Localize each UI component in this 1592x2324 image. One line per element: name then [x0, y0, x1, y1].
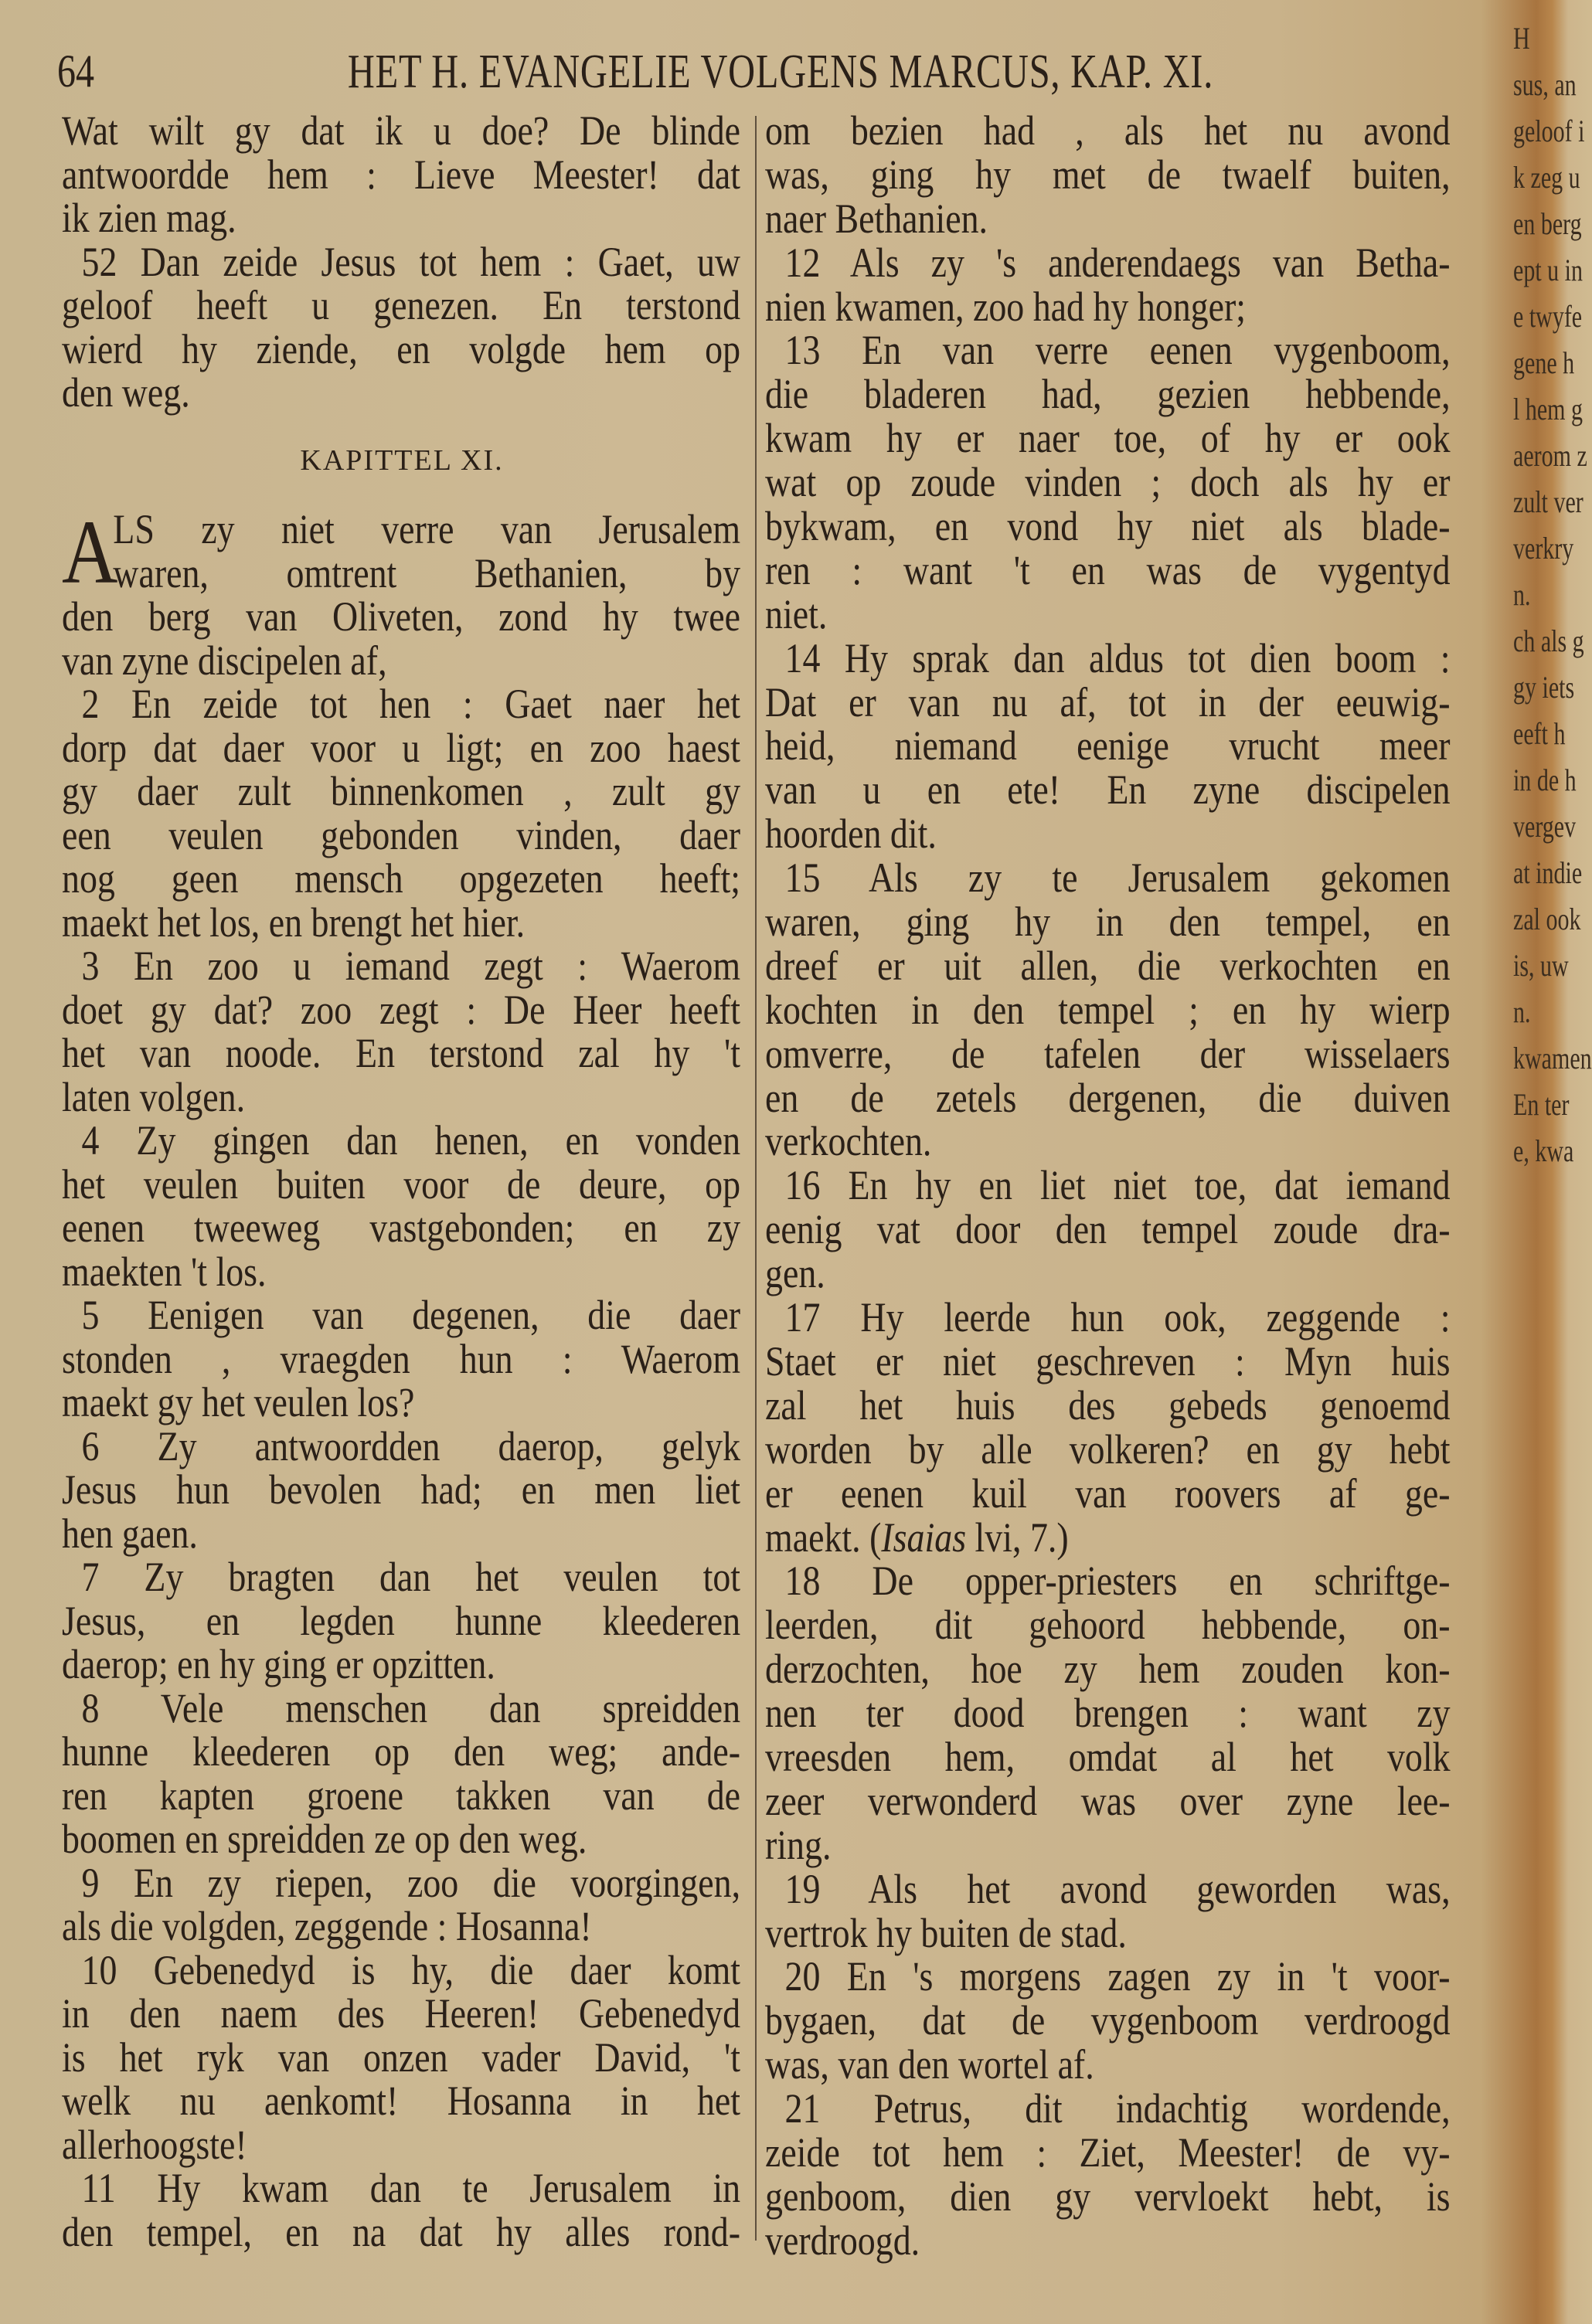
facing-page-fragment: gene h: [1513, 345, 1575, 380]
text-line: 2 En zeide tot hen : Gaet naer het: [81, 681, 741, 727]
text-line: was, ging hy met de twaelf buiten,: [765, 151, 1451, 198]
text-line: maekten 't los.: [62, 1248, 267, 1295]
facing-page-fragment: n.: [1513, 994, 1531, 1029]
verse-paragraph: [62, 1293, 740, 1425]
text-line: bygaen, dat de vygenboom verdroogd: [765, 1997, 1451, 2044]
text-line: er eenen kuil van roovers af ge-: [765, 1469, 1451, 1517]
text-line: gen.: [765, 1250, 825, 1297]
text-line: zeer verwonderd was over zyne lee-: [765, 1777, 1451, 1824]
verse-paragraph: [62, 1684, 741, 1862]
facing-page-fragment: ch als g: [1513, 623, 1584, 658]
text-line: welk nu aenkomt! Hosanna in het: [62, 2078, 741, 2124]
verse-paragraph: [62, 1555, 740, 1687]
text-line: naer Bethanien.: [765, 195, 988, 242]
facing-page-fragment: zult ver: [1513, 484, 1583, 519]
text-segment: lvi, 7.): [966, 1514, 1069, 1561]
text-line: 17 Hy leerde hun ook, zeggende :: [784, 1294, 1451, 1341]
text-line: nen ter dood brengen : want zy: [765, 1690, 1451, 1737]
text-line: zeide tot hem : Ziet, Meester! de vy-: [765, 2129, 1451, 2176]
text-segment: maekt. (: [765, 1514, 882, 1561]
italic-reference: Isaias: [881, 1514, 967, 1561]
verse-paragraph: [765, 328, 1451, 636]
verse-paragraph: [765, 856, 1451, 1164]
verse-paragraph: [765, 1559, 1451, 1867]
text-line: 3 En zoo u iemand zegt : Waerom: [81, 943, 741, 989]
verse-paragraph: [62, 240, 740, 415]
text-line: niet.: [765, 590, 828, 637]
drop-cap: A: [62, 501, 118, 603]
verse-paragraph: [765, 634, 1451, 858]
text-line: 10 Gebenedyd is hy, die daer komt: [81, 1946, 741, 1993]
text-line: ring.: [765, 1821, 832, 1868]
facing-page-fragment: verkry: [1513, 531, 1574, 566]
text-line: om bezien had , als het nu avond: [765, 107, 1451, 154]
text-line: zal het huis des gebeds genoemd: [765, 1381, 1451, 1429]
facing-page-fragment: sus, an: [1513, 67, 1577, 102]
text-line: 15 Als zy te Jerusalem gekomen: [784, 855, 1451, 902]
verse-paragraph: [765, 2087, 1451, 2263]
text-line: waren, omtrent Bethanien, by: [113, 549, 741, 596]
verse-paragraph: [62, 109, 740, 240]
verse-paragraph: [62, 1861, 740, 1949]
text-line: eenen tweeweg vastgebonden; en zy: [62, 1204, 741, 1251]
verse-paragraph: [62, 1119, 740, 1293]
facing-page-fragment: n.: [1513, 577, 1531, 612]
facing-page-fragment: en berg: [1513, 206, 1582, 241]
facing-page-fragment: l hem g: [1513, 392, 1583, 426]
text-line: ren kapten groene takken van de: [62, 1772, 741, 1819]
text-line: ik zien mag.: [62, 195, 236, 241]
text-line: een veulen gebonden vinden, daer: [62, 811, 741, 858]
verse-paragraph: [62, 1422, 741, 1557]
text-line: wat op zoude vinden ; doch als hy er: [765, 459, 1451, 506]
text-line: van u en ete! En zyne discipelen: [765, 766, 1451, 814]
facing-page-fragment: kwamen: [1513, 1041, 1592, 1075]
text-line: worden by alle volkeren? en gy hebt: [765, 1425, 1451, 1473]
text-line: [765, 1516, 1451, 1560]
facing-page-fragment: e twyfe: [1513, 299, 1583, 334]
text-line: LS zy niet verre van Jerusalem: [113, 506, 741, 552]
running-header: HET H. EVANGELIE VOLGENS MARCUS, KAP. XI.: [347, 46, 1214, 98]
text-line: 16 En hy en liet niet toe, dat iemand: [784, 1162, 1451, 1209]
text-line: kochten in den tempel ; en hy wierp: [765, 986, 1451, 1033]
text-line: den tempel, en na dat hy alles rond-: [62, 2208, 741, 2255]
text-line: maekt het los, en brengt het hier.: [62, 899, 526, 946]
facing-page-fragment: eeft h: [1513, 716, 1566, 751]
facing-page-fragment: k zeg u: [1513, 160, 1580, 195]
text-line: 8 Vele menschen dan spreidden: [81, 1684, 741, 1731]
facing-page-fragment: e, kwa: [1513, 1133, 1574, 1168]
facing-page-fragment: gy iets: [1513, 670, 1575, 705]
text-line: het veulen buiten voor de deure, op: [62, 1160, 741, 1208]
text-line: eenig vat door den tempel zoude dra-: [765, 1206, 1451, 1253]
text-line: Jesus, en legden hunne kleederen: [62, 1597, 741, 1644]
verse-paragraph: [765, 1955, 1451, 2087]
verse-paragraph: [765, 1164, 1451, 1296]
facing-page-fragment: H: [1513, 21, 1530, 56]
verse-paragraph: [765, 1867, 1451, 1955]
text-line: den weg.: [62, 369, 190, 416]
text-line: nog geen mensch opgezeten heeft;: [62, 855, 741, 902]
text-line: gy daer zult binnenkomen , zult gy: [62, 768, 741, 814]
facing-page-fragment: at indie: [1513, 855, 1583, 890]
text-line: 6 Zy antwoordden daerop, gelyk: [81, 1422, 741, 1469]
verse-paragraph: [765, 241, 1451, 329]
text-line: doet gy dat? zoo zegt : De Heer heeft: [62, 986, 741, 1033]
text-line: wierd hy ziende, en volgde hem op: [62, 325, 741, 372]
text-line: dreef er uit allen, die verkochten en: [765, 942, 1451, 989]
verse-paragraph: [62, 682, 740, 944]
text-line: dorp dat daer voor u ligt; en zoo haest: [62, 724, 741, 771]
page-number: 64: [57, 46, 94, 97]
text-line: vreesden hem, omdat al het volk: [765, 1733, 1451, 1780]
text-line: vertrok hy buiten de stad.: [765, 1909, 1127, 1956]
left-column-top: [62, 109, 740, 415]
text-line: genboom, dien gy vervloekt hebt, is: [765, 2173, 1451, 2220]
text-line: hoorden dit.: [765, 810, 937, 858]
facing-page-fragment: is, uw: [1513, 948, 1569, 983]
text-line: 18 De opper-priesters en schriftge-: [784, 1558, 1451, 1605]
left-column-chapter-text: [62, 501, 741, 2255]
facing-page-fragment: ept u in: [1513, 253, 1583, 287]
facing-page-fragment: En ter: [1513, 1087, 1570, 1122]
verse-paragraph: [765, 109, 1451, 241]
column-divider: [755, 116, 757, 2241]
text-line: laten volgen.: [62, 1073, 246, 1120]
text-line: en de zetels dergenen, die duiven: [765, 1074, 1451, 1121]
text-line: boomen en spreidden ze op den weg.: [62, 1816, 587, 1862]
chapter-heading: KAPITTEL XI.: [300, 444, 504, 477]
text-line: den berg van Oliveten, zond hy twee: [62, 593, 741, 640]
text-line: waren, ging hy in den tempel, en: [765, 899, 1451, 946]
text-line: derzochten, hoe zy hem zouden kon-: [765, 1646, 1451, 1693]
text-line: hen gaen.: [62, 1510, 198, 1557]
verse-paragraph: [62, 501, 741, 684]
text-line: 14 Hy sprak dan aldus tot dien boom :: [784, 634, 1451, 681]
text-line: 20 En 's morgens zagen zy in 't voor-: [784, 1953, 1451, 2000]
text-line: 52 Dan zeide Jesus tot hem : Gaet, uw: [81, 238, 741, 285]
text-line: stonden , vraegden hun : Waerom: [62, 1335, 741, 1382]
text-line: het van noode. En terstond zal hy 't: [62, 1030, 741, 1076]
text-line: geloof heeft u genezen. En terstond: [62, 282, 741, 328]
text-line: 12 Als zy 's anderendaegs van Betha-: [784, 239, 1451, 286]
text-line: 4 Zy gingen dan henen, en vonden: [81, 1117, 741, 1164]
right-column: [765, 109, 1451, 2263]
text-line: 19 Als het avond geworden was,: [784, 1865, 1451, 1912]
text-line: kwam hy er naer toe, of hy er ook: [765, 415, 1451, 462]
text-line: verdroogd.: [765, 2217, 920, 2264]
text-line: 13 En van verre eenen vygenboom,: [784, 327, 1451, 374]
text-line: nien kwamen, zoo had hy honger;: [765, 283, 1247, 330]
text-line: van zyne discipelen af,: [62, 637, 387, 684]
facing-page-fragment: aerom z: [1513, 438, 1587, 473]
text-line: bykwam, en vond hy niet als blade-: [765, 503, 1451, 550]
text-line: allerhoogste!: [62, 2121, 247, 2168]
text-line: Dat er van nu af, tot in der eeuwig-: [765, 678, 1451, 725]
text-line: 7 Zy bragten dan het veulen tot: [81, 1554, 741, 1600]
text-line: 21 Petrus, dit indachtig wordende,: [784, 2085, 1451, 2132]
text-line: antwoordde hem : Lieve Meester! dat: [62, 151, 741, 198]
text-line: Staet er niet geschreven : Myn huis: [765, 1337, 1451, 1385]
text-line: Wat wilt gy dat ik u doe? De blinde: [62, 107, 741, 154]
facing-page-edge: [1513, 15, 1592, 1174]
text-line: hunne kleederen op den weg; ande-: [62, 1728, 741, 1775]
text-line: leerden, dit gehoord hebbende, on-: [765, 1602, 1451, 1649]
facing-page-fragment: in de h: [1513, 763, 1577, 797]
text-line: 9 En zy riepen, zoo die voorgingen,: [81, 1859, 741, 1906]
facing-page-fragment: vergev: [1513, 809, 1577, 844]
text-line: verkochten.: [765, 1118, 932, 1165]
text-line: maekt gy het veulen los?: [62, 1379, 415, 1425]
text-line: 5 Eenigen van degenen, die daer: [81, 1292, 741, 1338]
text-line: in den naem des Heeren! Gebenedyd: [62, 1990, 741, 2037]
text-line: daerop; en hy ging er opzitten.: [62, 1641, 495, 1687]
verse-paragraph: [62, 1946, 741, 2168]
facing-page-fragment: geloof i: [1513, 114, 1585, 148]
text-line: omverre, de tafelen der wisselaers: [765, 1030, 1451, 1077]
text-line: ren : want 't en was de vygentyd: [765, 546, 1451, 593]
verse-paragraph: [765, 1296, 1451, 1559]
text-line: Jesus hun bevolen had; en men liet: [62, 1466, 741, 1513]
facing-page-fragment: zal ook: [1513, 902, 1581, 936]
text-line: is het ryk van onzen vader David, 't: [62, 2034, 741, 2081]
text-line: heid, niemand eenige vrucht meer: [765, 722, 1451, 770]
text-line: 11 Hy kwam dan te Jerusalem in: [81, 2165, 741, 2211]
text-line: als die volgden, zeggende : Hosanna!: [62, 1903, 592, 1949]
text-line: was, van den wortel af.: [765, 2041, 1094, 2088]
verse-paragraph: [62, 944, 740, 1119]
text-line: die bladeren had, gezien hebbende,: [765, 371, 1451, 418]
verse-paragraph: [62, 2166, 740, 2254]
